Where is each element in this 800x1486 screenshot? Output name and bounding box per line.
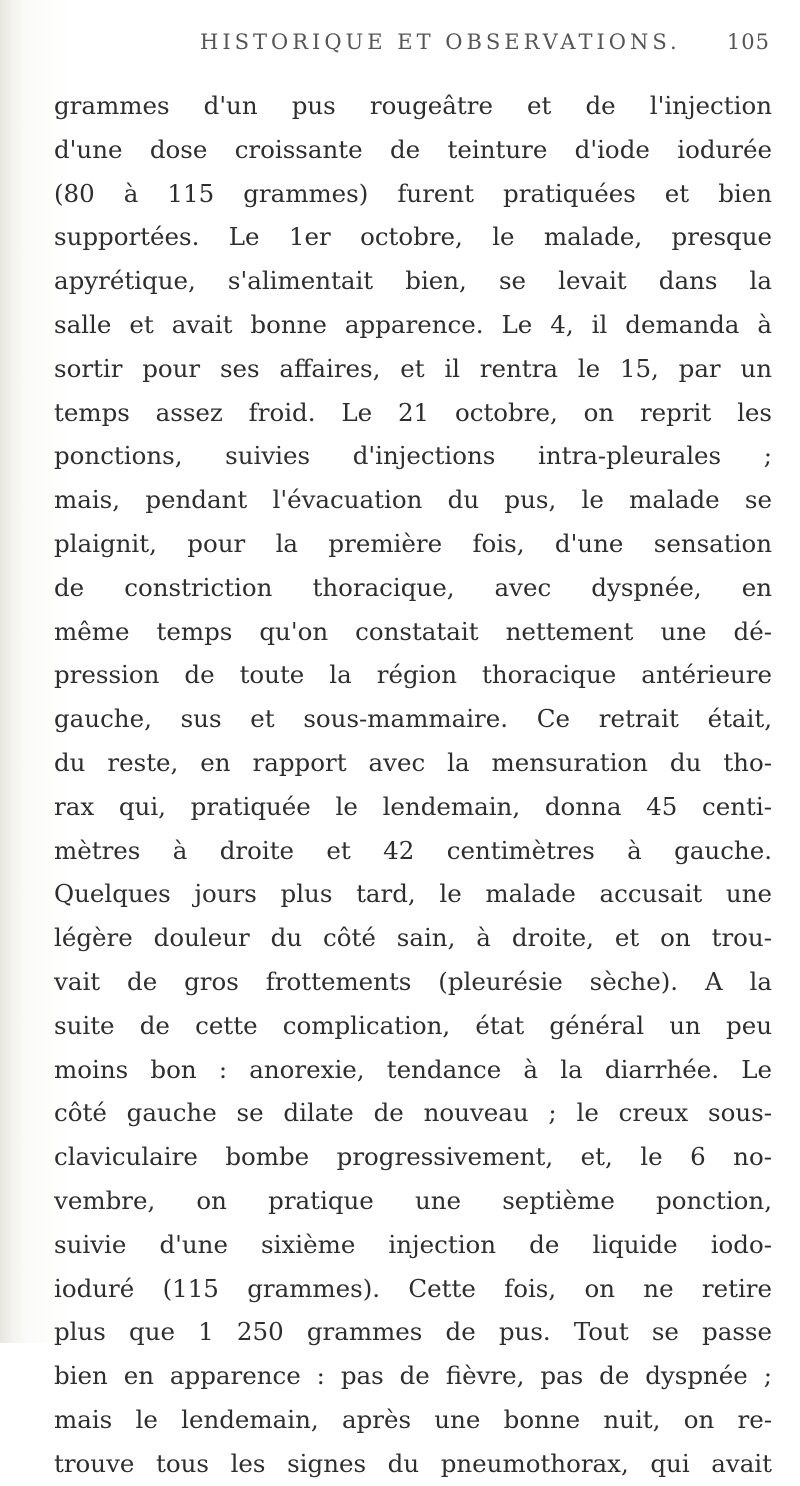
page-gutter-shadow: [0, 0, 24, 1343]
text-line: de constriction thoracique, avec dyspnée, en: [54, 572, 772, 602]
text-line: même temps qu'on constatait nettement une dé-: [54, 616, 772, 646]
text-line: légère douleur du côté sain, à droite, et on trou-: [54, 923, 772, 953]
text-line: d'une dose croissante de teinture d'iode iodurée: [54, 134, 772, 164]
text-line: supportées. Le 1er octobre, le malade, presque: [54, 222, 772, 252]
text-line: suite de cette complication, état général un peu: [54, 1010, 772, 1040]
text-line: trouve tous les signes du pneumothorax, qui avait: [54, 1448, 772, 1478]
text-line: mètres à droite et 42 centimètres à gauche.: [54, 835, 772, 865]
text-line: temps assez froid. Le 21 octobre, on reprit les: [54, 397, 772, 427]
text-line: grammes d'un pus rougeâtre et de l'injection: [54, 91, 772, 120]
text-line: vait de gros frottements (pleurésie sèche). A la: [54, 966, 772, 996]
text-line: bien en apparence : pas de fièvre, pas de dyspnée ;: [54, 1361, 772, 1391]
text-line: salle et avait bonne apparence. Le 4, il demanda à: [54, 309, 772, 339]
text-line: Quelques jours plus tard, le malade accusait une: [54, 879, 772, 909]
text-line: ponctions, suivies d'injections intra-pleurales ;: [54, 441, 772, 471]
text-line: ioduré (115 grammes). Cette fois, on ne retire: [54, 1273, 772, 1303]
text-line: rax qui, pratiquée le lendemain, donna 45 centi-: [54, 791, 772, 821]
running-title: HISTORIQUE ET OBSERVATIONS.: [200, 30, 681, 54]
text-line: claviculaire bombe progressivement, et, le 6 no-: [54, 1142, 772, 1172]
text-line: vembre, on pratique une septième ponction,: [54, 1185, 772, 1215]
text-line: apyrétique, s'alimentait bien, se levait dans la: [54, 266, 772, 296]
text-line: mais, pendant l'évacuation du pus, le malade se: [54, 485, 772, 515]
text-line: plus que 1 250 grammes de pus. Tout se passe: [54, 1317, 772, 1347]
text-line: moins bon : anorexie, tendance à la diarrhée. Le: [54, 1054, 772, 1084]
text-line: côté gauche se dilate de nouveau ; le creux sous-: [54, 1098, 772, 1128]
text-line: suivie d'une sixième injection de liquide iodo-: [54, 1229, 772, 1259]
text-line: du reste, en rapport avec la mensuration du tho-: [54, 747, 772, 777]
text-line: pression de toute la région thoracique antérieure: [54, 660, 772, 690]
text-line: sortir pour ses affaires, et il rentra le 15, par un: [54, 353, 772, 383]
page-number: 105: [726, 30, 770, 54]
text-line: gauche, sus et sous-mammaire. Ce retrait était,: [54, 704, 772, 734]
body-text: [54, 84, 772, 1486]
text-line: plaignit, pour la première fois, d'une sensation: [54, 528, 772, 558]
page-header: [180, 30, 770, 64]
text-line: mais le lendemain, après une bonne nuit, on re-: [54, 1404, 772, 1434]
text-line: (80 à 115 grammes) furent pratiquées et bien: [54, 178, 772, 208]
